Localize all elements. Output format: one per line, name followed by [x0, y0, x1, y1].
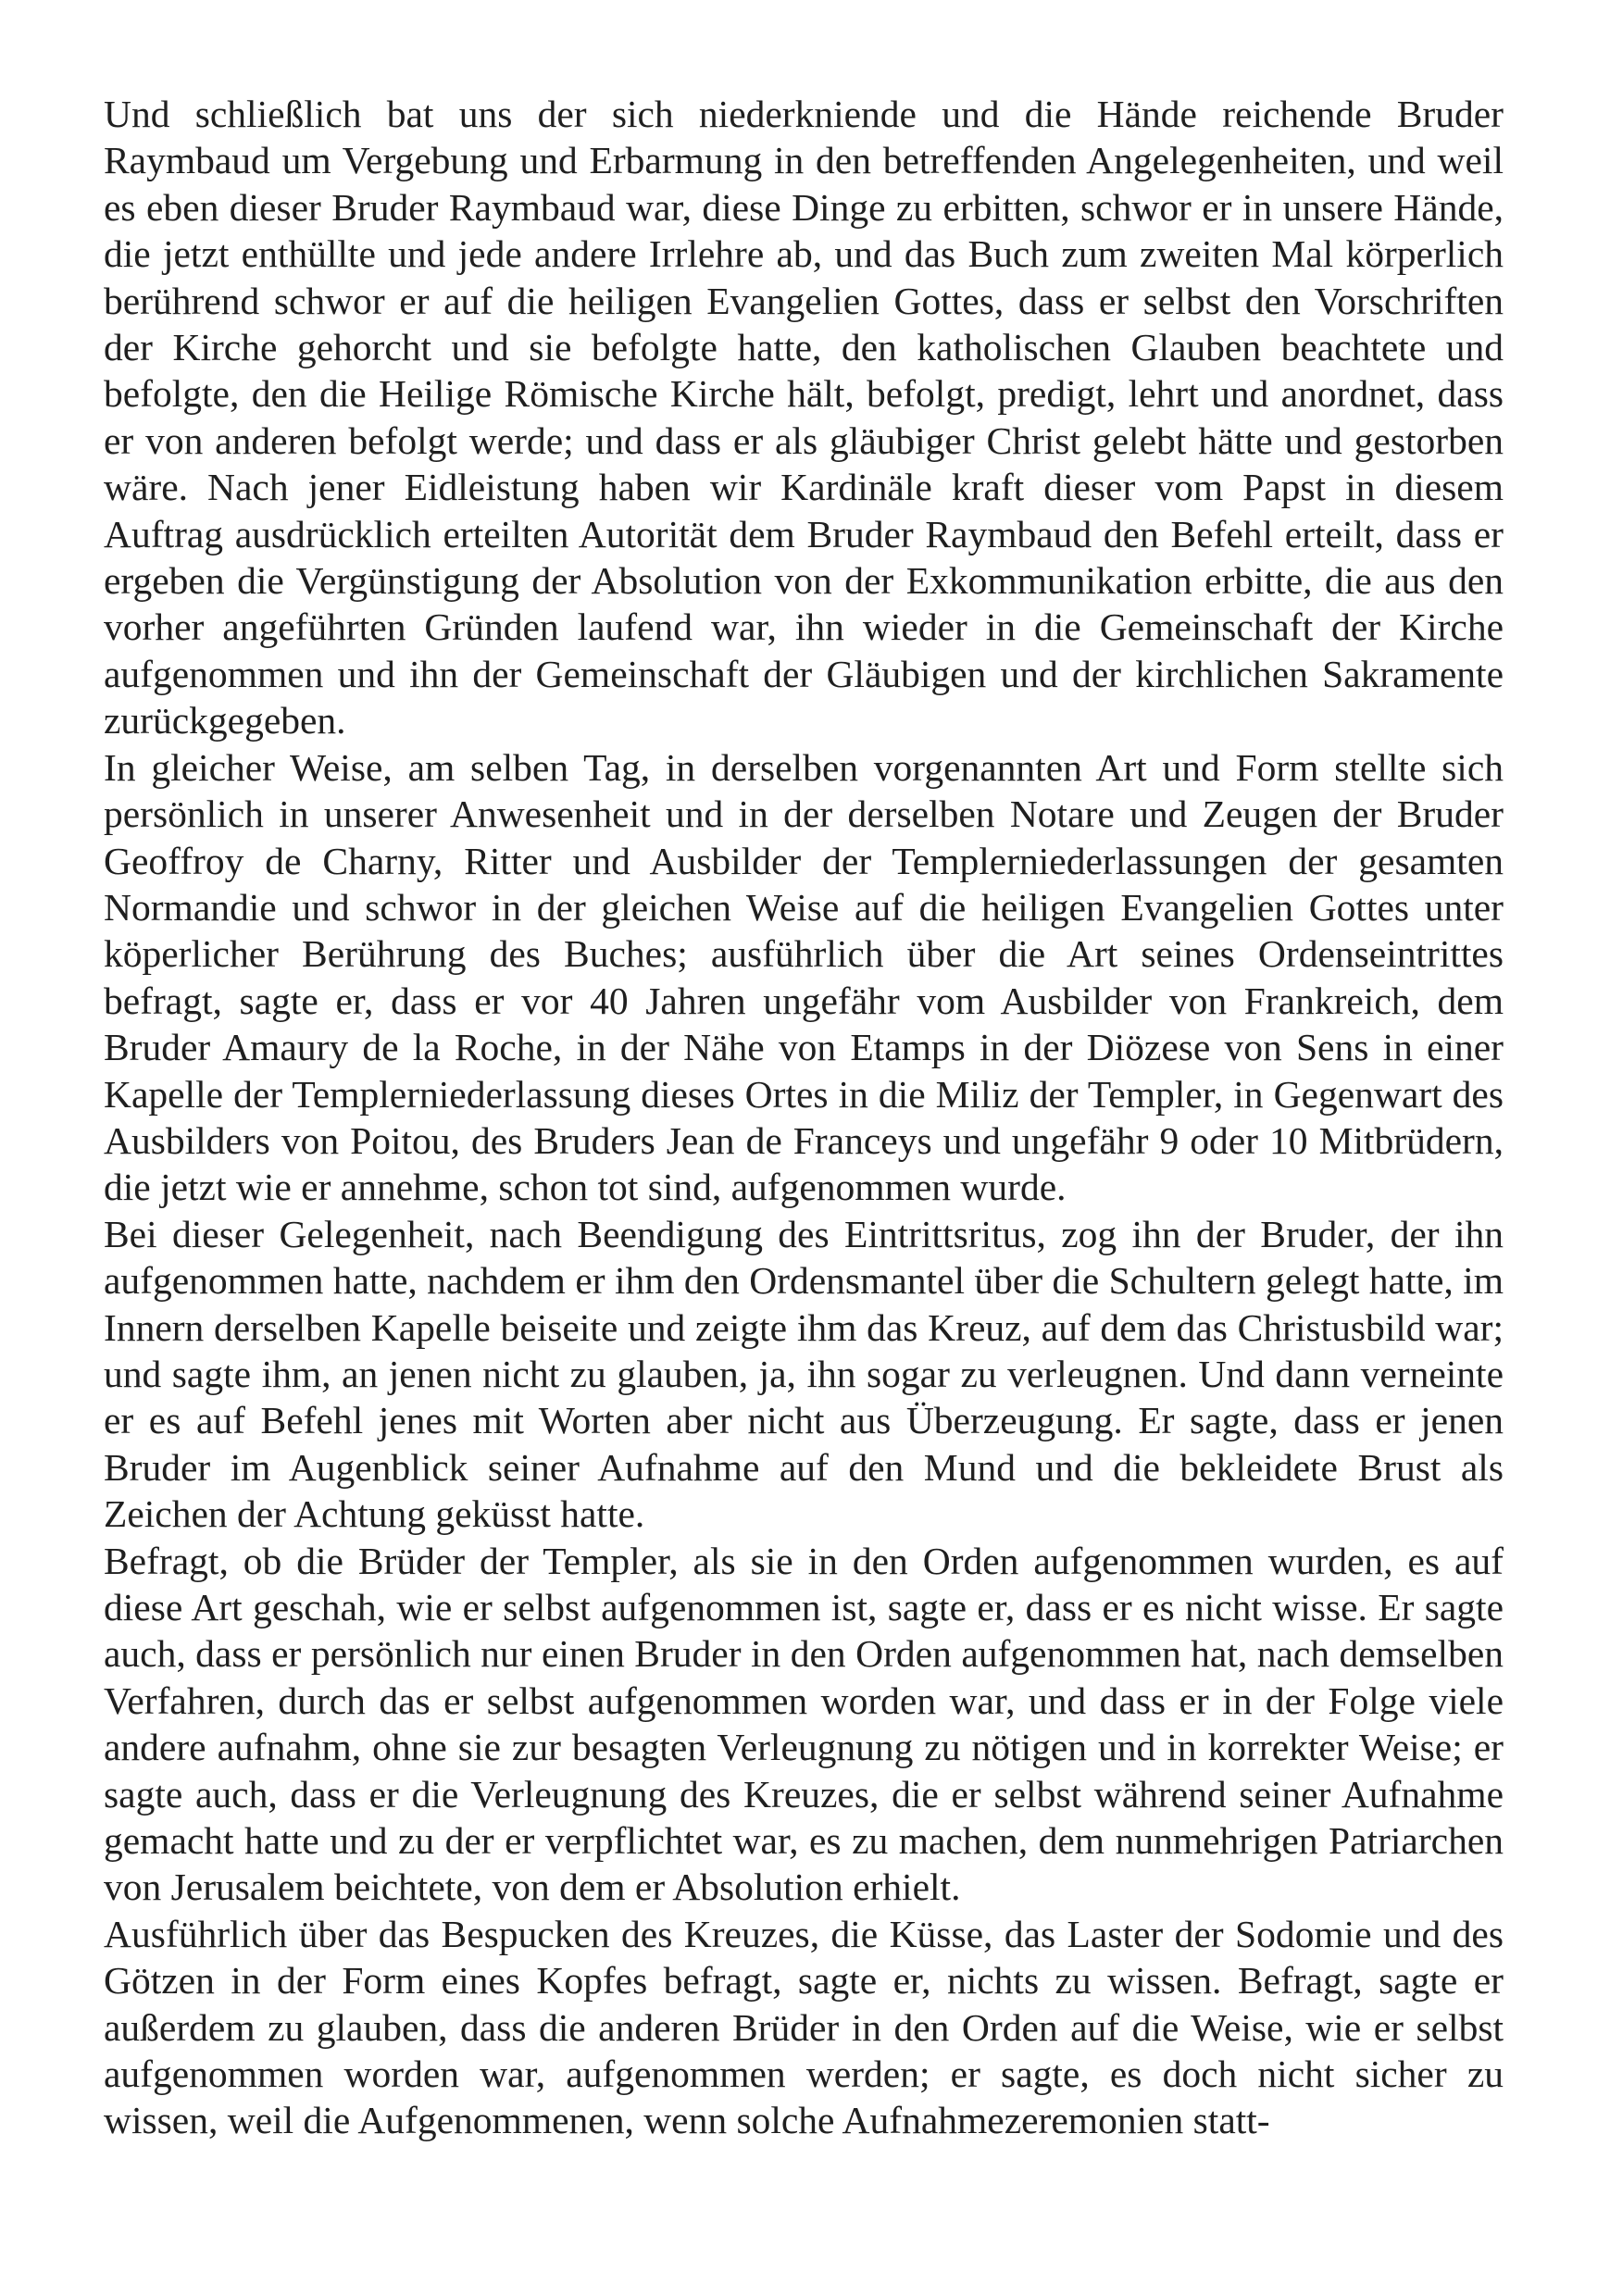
paragraph-5: Ausführlich über das Bespucken des Kreuzes, die Küsse, das Laster der Sodomie und des Götzen in der Form eines Kopfes befragt, sagte er, nichts zu wissen. Befragt, sagte er außerdem zu glauben, dass die anderen Brüder in den Orden auf die Weise, wie er selbst aufgenommen worden war, aufgenommen werden; er sagte, es doch nicht sicher zu wissen, weil die Aufgenommenen, wenn solche Aufnahmezeremonien statt-	[104, 1912, 1504, 2142]
document-page	[104, 91, 1504, 2144]
paragraph-1: Und schließlich bat uns der sich niederkniende und die Hände reichende Bruder Raymbaud um Vergebung und Erbarmung in den betreffenden Angelegenheiten, und weil es eben dieser Bruder Raymbaud war, diese Dinge zu erbitten, schwor er in unsere Hände, die jetzt enthüllte und jede andere Irrlehre ab, und das Buch zum zweiten Mal körperlich berührend schwor er auf die heiligen Evangelien Gottes, dass er selbst den Vorschriften der Kirche gehorcht und sie befolgte hatte, den katholischen Glauben beachtete und befolgte, den die Heilige Römische Kirche hält, befolgt, predigt, lehrt und anordnet, dass er von anderen befolgt werde; und dass er als gläubiger Christ gelebt hätte und gestorben wäre. Nach jener Eidleistung haben wir Kardinäle kraft dieser vom Papst in diesem Auftrag ausdrücklich erteilten Autorität dem Bruder Raymbaud den Befehl erteilt, dass er ergeben die Vergünstigung der Absolution von der Exkommunikation erbitte, die aus den vorher angeführten Gründen laufend war, ihn wieder in die Gemeinschaft der Kirche aufgenommen und ihn der Gemeinschaft der Gläubigen und der kirchlichen Sakramente zurückgegeben.	[104, 93, 1504, 742]
paragraph-3: Bei dieser Gelegenheit, nach Beendigung des Eintrittsritus, zog ihn der Bruder, der ihn aufgenommen hatte, nachdem er ihm den Ordensmantel über die Schultern gelegt hatte, im Innern derselben Kapelle beiseite und zeigte ihm das Kreuz, auf dem das Christusbild war; und sagte ihm, an jenen nicht zu glauben, ja, ihn sogar zu verleugnen. Und dann verneinte er es auf Befehl jenes mit Worten aber nicht aus Überzeugung. Er sagte, dass er jenen Bruder im Augenblick seiner Aufnahme auf den Mund und die bekleidete Brust als Zeichen der Achtung geküsst hatte.	[104, 1212, 1504, 1536]
paragraph-4: Befragt, ob die Brüder der Templer, als sie in den Orden aufgenommen wurden, es auf diese Art geschah, wie er selbst aufgenommen ist, sagte er, dass er es nicht wisse. Er sagte auch, dass er persönlich nur einen Bruder in den Orden aufgenommen hat, nach demselben Verfahren, durch das er selbst aufgenommen worden war, und dass er in der Folge viele andere aufnahm, ohne sie zur besagten Verleugnung zu nötigen und in korrekter Weise; er sagte auch, dass er die Verleugnung des Kreuzes, die er selbst während seiner Aufnahme gemacht hatte und zu der er verpflichtet war, es zu machen, dem nunmehrigen Patriarchen von Jerusalem beichtete, von dem er Absolution erhielt.	[104, 1539, 1504, 1909]
paragraph-2: In gleicher Weise, am selben Tag, in derselben vorgenannten Art und Form stellte sich persönlich in unserer Anwesenheit und in der derselben Notare und Zeugen der Bruder Geoffroy de Charny, Ritter und Ausbilder der Templerniederlassungen der gesamten Normandie und schwor in der gleichen Weise auf die heiligen Evangelien Gottes unter köperlicher Berührung des Buches; ausführlich über die Art seines Ordenseintrittes befragt, sagte er, dass er vor 40 Jahren ungefähr vom Ausbilder von Frankreich, dem Bruder Amaury de la Roche, in der Nähe von Etamps in der Diözese von Sens in einer Kapelle der Templerniederlassung dieses Ortes in die Miliz der Templer, in Gegenwart des Ausbilders von Poitou, des Bruders Jean de Franceys und ungefähr 9 oder 10 Mitbrüdern, die jetzt wie er annehme, schon tot sind, aufgenommen wurde.	[104, 745, 1504, 1209]
